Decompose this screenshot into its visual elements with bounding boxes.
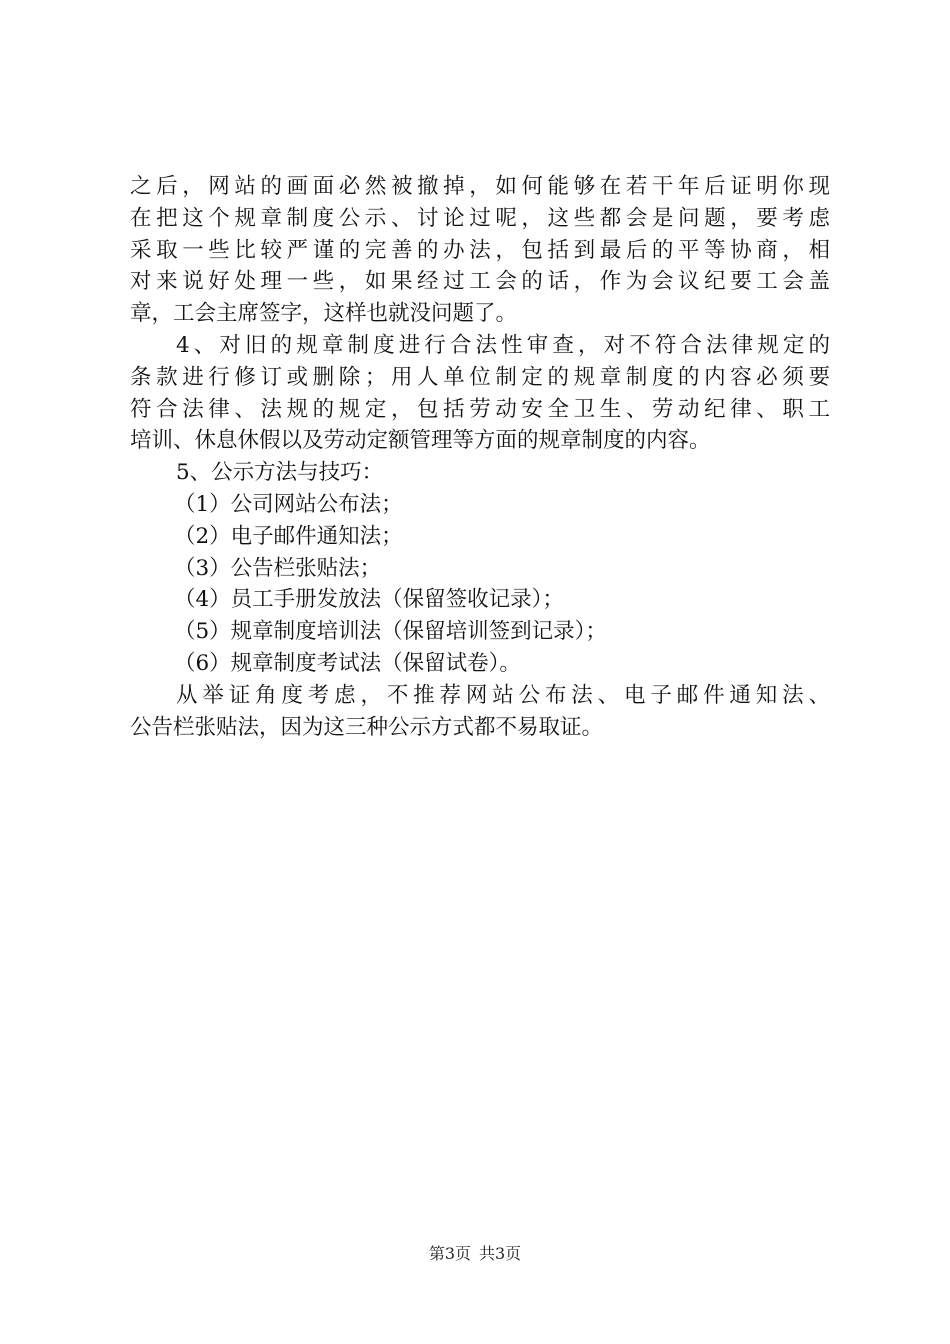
paragraph-continued <box>130 171 830 330</box>
text-line: 从举证角度考虑，不推荐网站公布法、电子邮件通知法、 <box>176 682 830 708</box>
section-heading: 5、公示方法与技巧： <box>176 460 384 486</box>
paragraph-5 <box>130 457 830 489</box>
text-line: 采取一些比较严谨的完善的办法，包括到最后的平等协商，相 <box>130 237 830 263</box>
page-total: 共3页 <box>479 1244 522 1263</box>
page-number: 第3页 <box>428 1244 471 1263</box>
document-body <box>130 171 830 743</box>
text-line: 4、对旧的规章制度进行合法性审查，对不符合法律规定的 <box>176 332 830 358</box>
text-line: 公告栏张贴法，因为这三种公示方式都不易取证。 <box>130 714 604 740</box>
text-line: 条款进行修订或删除；用人单位制定的规章制度的内容必须要 <box>130 364 830 390</box>
list-item: （3）公告栏张贴法； <box>174 555 382 581</box>
text-line: 培训、休息休假以及劳动定额管理等方面的规章制度的内容。 <box>130 428 711 454</box>
text-line: 在把这个规章制度公示、讨论过呢，这些都会是问题，要考虑 <box>130 205 830 231</box>
list-item: （4）员工手册发放法（保留签收记录）； <box>174 587 564 613</box>
methods-list <box>130 489 830 680</box>
text-line: 符合法律、法规的规定，包括劳动安全卫生、劳动纪律、职工 <box>130 396 830 422</box>
list-item: （5）规章制度培训法（保留培训签到记录）； <box>174 619 607 645</box>
paragraph-4 <box>130 330 830 457</box>
page-footer <box>0 1244 950 1264</box>
text-line: 对来说好处理一些，如果经过工会的话，作为会议纪要工会盖 <box>130 269 830 295</box>
list-item: （2）电子邮件通知法； <box>174 523 403 549</box>
list-item: （1）公司网站公布法； <box>174 491 403 517</box>
paragraph-conclusion <box>130 680 830 744</box>
text-line: 之后，网站的画面必然被撤掉，如何能够在若干年后证明你现 <box>130 174 830 199</box>
text-line: 章，工会主席签字，这样也就没问题了。 <box>130 301 518 327</box>
list-item: （6）规章制度考试法（保留试卷）。 <box>174 650 521 676</box>
